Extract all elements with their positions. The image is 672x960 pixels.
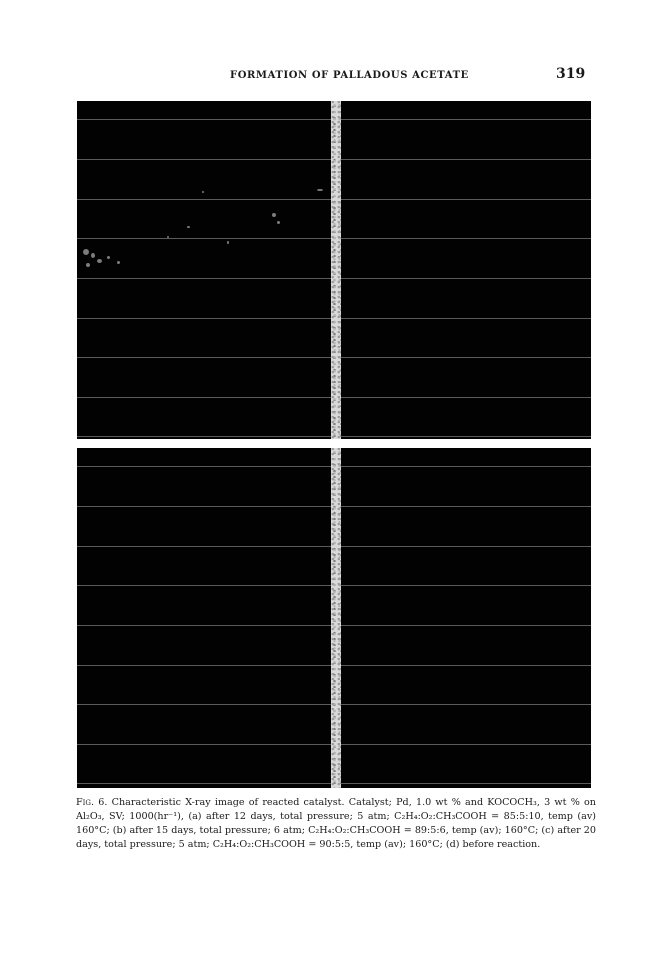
scan-line: [77, 506, 332, 507]
scan-line: [77, 744, 332, 745]
scan-line: [77, 159, 332, 160]
scan-line: [340, 318, 591, 319]
xray-image-panel-b: [340, 101, 591, 439]
scan-line: [340, 546, 591, 547]
scan-line: [340, 665, 591, 666]
figure-caption: [76, 796, 596, 852]
scan-line: [340, 357, 591, 358]
scan-line: [77, 546, 332, 547]
scan-line: [77, 466, 332, 467]
scan-line: [77, 119, 332, 120]
scan-line: [340, 397, 591, 398]
scan-line: [77, 704, 332, 705]
scan-line: [77, 625, 332, 626]
scan-line: [340, 238, 591, 239]
scan-line: [77, 585, 332, 586]
scan-line: [77, 783, 332, 784]
scan-line: [340, 506, 591, 507]
scan-line: [340, 436, 591, 437]
scan-line: [340, 466, 591, 467]
scan-line: [77, 238, 332, 239]
scan-line: [77, 436, 332, 437]
scan-line: [77, 318, 332, 319]
scan-line: [77, 278, 332, 279]
scan-line: [77, 665, 332, 666]
figure-label: Fig. 6.: [76, 797, 108, 808]
speckle-strip-top: [331, 101, 341, 439]
running-head: FORMATION OF PALLADOUS ACETATE: [230, 70, 469, 81]
scan-line: [340, 744, 591, 745]
xray-image-panel-d: [340, 448, 591, 788]
scan-line: [77, 397, 332, 398]
scan-line: [340, 159, 591, 160]
page-number: 319: [556, 66, 586, 82]
speckle-strip-bottom: [331, 448, 341, 788]
scan-line: [340, 783, 591, 784]
scan-line: [340, 625, 591, 626]
xray-image-panel-a: [77, 101, 332, 439]
scan-line: [340, 199, 591, 200]
figure-caption-text: Characteristic X-ray image of reacted catalyst. Catalyst; Pd, 1.0 wt % and KOCOCH₃, 3 wt % on Al₂O₃, SV; 1000(hr⁻¹), (a) after 12 days, total pressure; 5 atm; C₂H₄:O₂:CH₃COOH = 85:5:10, temp (av) 160°C; (b) after 15 days, total pressure; 6 atm; C₂H₄:O₂:CH₃COOH = 89:5:6, temp (av); 160°C; (c) after 20 days, total pressure; 5 atm; C₂H₄:O₂:CH₃COOH = 90:5:5, temp (av); 160°C; (d) before reaction.: [76, 797, 596, 850]
scan-line: [340, 278, 591, 279]
scan-line: [340, 119, 591, 120]
scan-line: [340, 585, 591, 586]
scan-line: [77, 199, 332, 200]
scan-line: [340, 704, 591, 705]
xray-image-panel-c: [77, 448, 332, 788]
scan-line: [77, 357, 332, 358]
